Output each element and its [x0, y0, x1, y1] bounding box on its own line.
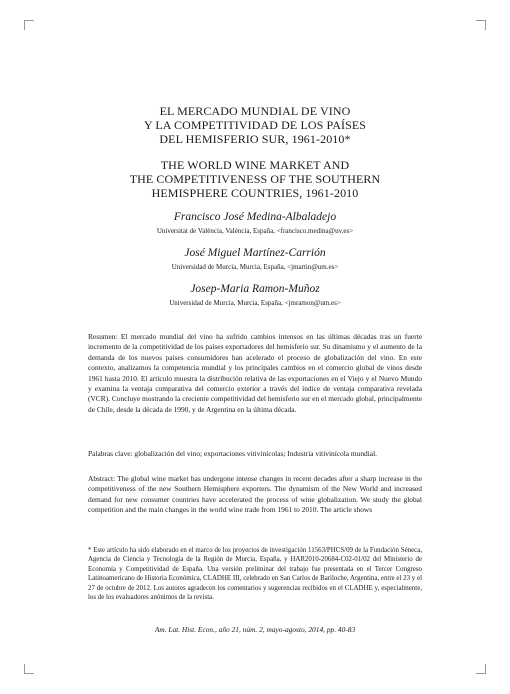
author-affiliation: Universidad de Murcia, Murcia, España, <jmramon@um.es> [169, 299, 341, 307]
title-line: THE COMPETITIVENESS OF THE SOUTHERN [129, 172, 381, 186]
journal-citation-footer: Am. Lat. Hist. Econ., año 21, núm. 2, mayo-agosto, 2014, pp. 40-83 [154, 625, 356, 634]
title-line: HEMISPHERE COUNTRIES, 1961-2010 [151, 186, 359, 200]
title-line: THE WORLD WINE MARKET AND [160, 158, 350, 172]
author-name: Josep-Maria Ramon-Muñoz [190, 283, 320, 295]
author-name: Francisco José Medina-Albaladejo [173, 211, 337, 223]
footnote: * Este artículo ha sido elaborado en el marco de los proyectos de investigación 11563/PHCS/09 de la Fundación Séneca, Agencia de Ciencia y Tecnología de la Región de Murcia, España, y HAR2010-20684-C02-01/02 del Ministerio de Economía y Competitividad de España. Una versión preliminar del trabajo fue presentada en el Tercer Congreso Latinoamericano de Historia Económica, CLADHE III, celebrado en San Carlos de Bariloche, Argentina, entre el 23 y el 27 de octubre de 2012. Los autores agradecen los comentarios y sugerencias recibidos en el CLADHE y, especialmente, los de los evaluadores anónimos de la revista. [88, 547, 422, 602]
crop-mark-bottom-right [476, 664, 486, 674]
keywords-paragraph: Palabras clave: globalización del vino; exportaciones vitivinícolas; Industria vitivinícola mundial. [88, 449, 377, 458]
abstract-paragraph: Abstract: The global wine market has undergone intense changes in recent decades after a sharp increase in the competitiveness of the new Southern Hemisphere exporters. The dynamism of the New World and increased demand for new consumer countries have accelerated the process of wine globalization. We study the global competition and the main changes in the world wine trade from 1961 to 2010. The article shows [88, 474, 422, 515]
author-affiliation: Universitat de València, València, España, <francisco.medina@uv.es> [156, 227, 354, 235]
resumen-paragraph: Resumen: El mercado mundial del vino ha sufrido cambios intensos en las últimas décadas tras un fuerte incremento de la competitividad de los países exportadores del hemisferio sur. Su dinamismo y el aumento de la demanda de los nuevos países consumidores han acelerado el proceso de globalización del vino. En este contexto, analizamos la competencia mundial y los principales cambios en el comercio global de vinos desde 1961 hasta 2010. El artículo muestra la distribución relativa de las exportaciones en el Viejo y el Nuevo Mundo y examina la ventaja comparativa del comercio exterior a través del índice de ventaja comparativa revelada (VCR). Concluye mostrando la creciente competitividad del hemisferio sur en el mercado global, principalmente de Chile, desde la década de 1990, y de Argentina en la última década. [88, 332, 422, 414]
author-name: José Miguel Martínez-Carrión [184, 247, 326, 259]
spanish-title [80, 104, 430, 146]
english-title [80, 158, 430, 200]
crop-mark-top-right [476, 20, 486, 30]
crop-mark-bottom-left [24, 664, 34, 674]
title-line: EL MERCADO MUNDIAL DE VINO [159, 104, 351, 118]
title-line: DEL HEMISFERIO SUR, 1961-2010* [159, 132, 351, 146]
title-line: Y LA COMPETITIVIDAD DE LOS PAÍSES [143, 118, 367, 132]
author-affiliation: Universidad de Murcia, Murcia, España, <jmartin@um.es> [171, 263, 339, 271]
crop-mark-top-left [24, 20, 34, 30]
